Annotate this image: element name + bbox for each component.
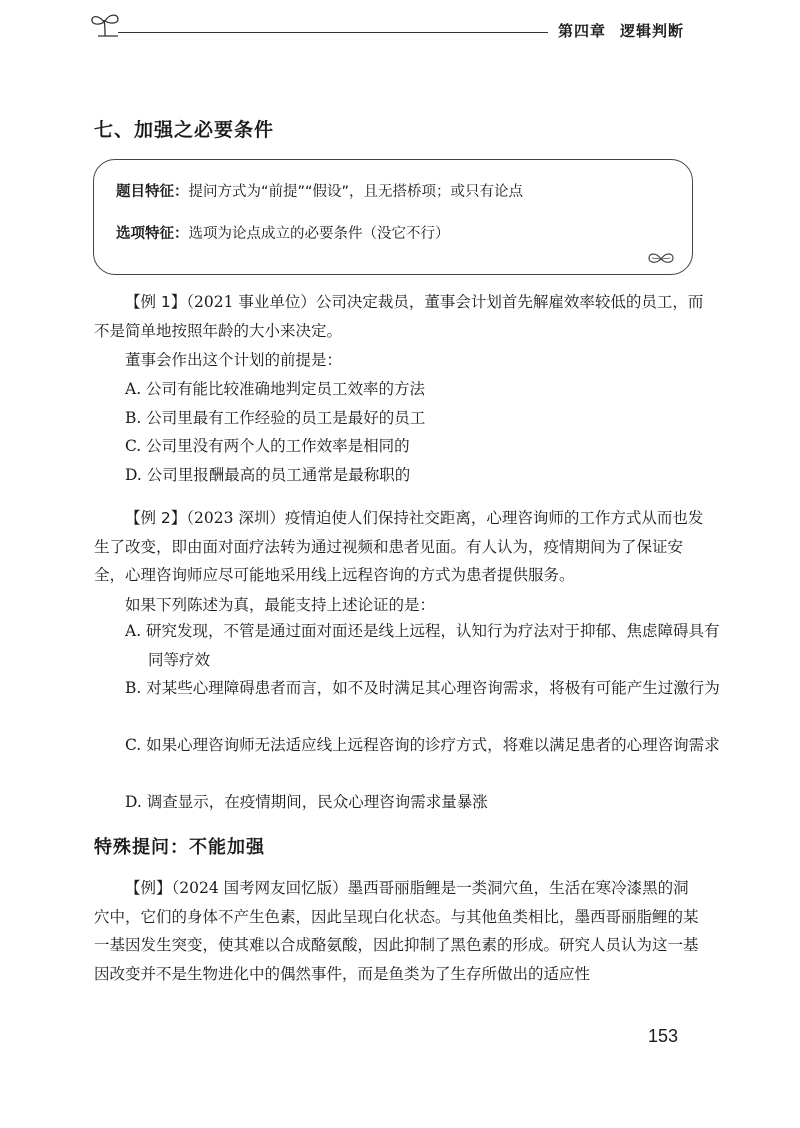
example1-option-b: B. 公司里最有工作经验的员工是最好的员工 bbox=[125, 409, 426, 427]
example2-option-a: A. 研究发现，不管是通过面对面还是线上远程，认知行为疗法对于抑郁、焦虑障碍具有同等疗效 bbox=[125, 622, 720, 669]
example1-tag: 【例 1】 bbox=[125, 293, 187, 311]
question-feature bbox=[116, 180, 523, 201]
example1-stem bbox=[94, 288, 704, 345]
example2-question: 如果下列陈述为真，最能支持上述论证的是： bbox=[125, 596, 436, 614]
example2-tag: 【例 2】 bbox=[125, 509, 187, 527]
chapter-title: 逻辑判断 bbox=[620, 22, 685, 40]
example2-option-c: C. 如果心理咨询师无法适应线上远程咨询的诊疗方式，将难以满足患者的心理咨询需求 bbox=[125, 736, 720, 754]
example2-text: 疫情迫使人们保持社交距离，心理咨询师的工作方式从而也发生了改变，即由面对面疗法转为通过视频和患者见面。有人认为，疫情期间为了保证安全，心理咨询师应尽可能地采用线上远程咨询的方式为患者提供服务。 bbox=[94, 509, 704, 584]
option-feature bbox=[116, 222, 450, 243]
example1-source: （2021 事业单位） bbox=[186, 293, 316, 311]
example1-option-c: C. 公司里没有两个人的工作效率是相同的 bbox=[125, 437, 410, 455]
page-number: 153 bbox=[648, 1026, 679, 1046]
example2-option-d: D. 调查显示，在疫情期间，民众心理咨询需求量暴涨 bbox=[125, 793, 488, 811]
leaf-ornament-icon bbox=[646, 250, 676, 268]
example2-source: （2023 深圳） bbox=[186, 509, 285, 527]
option-feature-text: 选项为论点成立的必要条件（没它不行） bbox=[188, 226, 450, 242]
sprout-icon bbox=[88, 10, 122, 38]
example3-text: 墨西哥丽脂鲤是一类洞穴鱼，生活在寒冷漆黑的洞穴中，它们的身体不产生色素，因此呈现白化状态。与其他鱼类相比，墨西哥丽脂鲤的某一基因发生突变，使其难以合成酪氨酸，因此抑制了黑色素的形成。研究人员认为这一基因改变并不是生物进化中的偶然事件，而是鱼类为了生存所做出的适应性 bbox=[94, 879, 699, 983]
example2-option-b: B. 对某些心理障碍患者而言，如不及时满足其心理咨询需求，将极有可能产生过激行为 bbox=[125, 679, 720, 697]
example3-source: （2024 国考网友回忆版） bbox=[171, 879, 348, 897]
running-header bbox=[558, 20, 684, 41]
subheading: 特殊提问：不能加强 bbox=[94, 837, 265, 858]
example1-text: 公司决定裁员，董事会计划首先解雇效率较低的员工，而不是简单地按照年龄的大小来决定。 bbox=[94, 293, 704, 340]
header-rule bbox=[118, 32, 548, 33]
chapter-number: 第四章 bbox=[558, 22, 607, 40]
example3-stem bbox=[94, 874, 704, 988]
section-title: 七、加强之必要条件 bbox=[94, 119, 275, 141]
option-feature-label: 选项特征： bbox=[116, 226, 189, 242]
example1-option-a: A. 公司有能比较准确地判定员工效率的方法 bbox=[125, 380, 426, 398]
example2-stem bbox=[94, 504, 704, 590]
tip-box bbox=[93, 159, 693, 275]
example1-option-d: D. 公司里报酬最高的员工通常是最称职的 bbox=[125, 466, 411, 484]
example3-tag: 【例】 bbox=[125, 879, 172, 897]
question-feature-label: 题目特征： bbox=[116, 184, 189, 200]
question-feature-text: 提问方式为“前提”“假设”，且无搭桥项；或只有论点 bbox=[188, 184, 524, 200]
example1-question: 董事会作出这个计划的前提是： bbox=[125, 351, 343, 369]
